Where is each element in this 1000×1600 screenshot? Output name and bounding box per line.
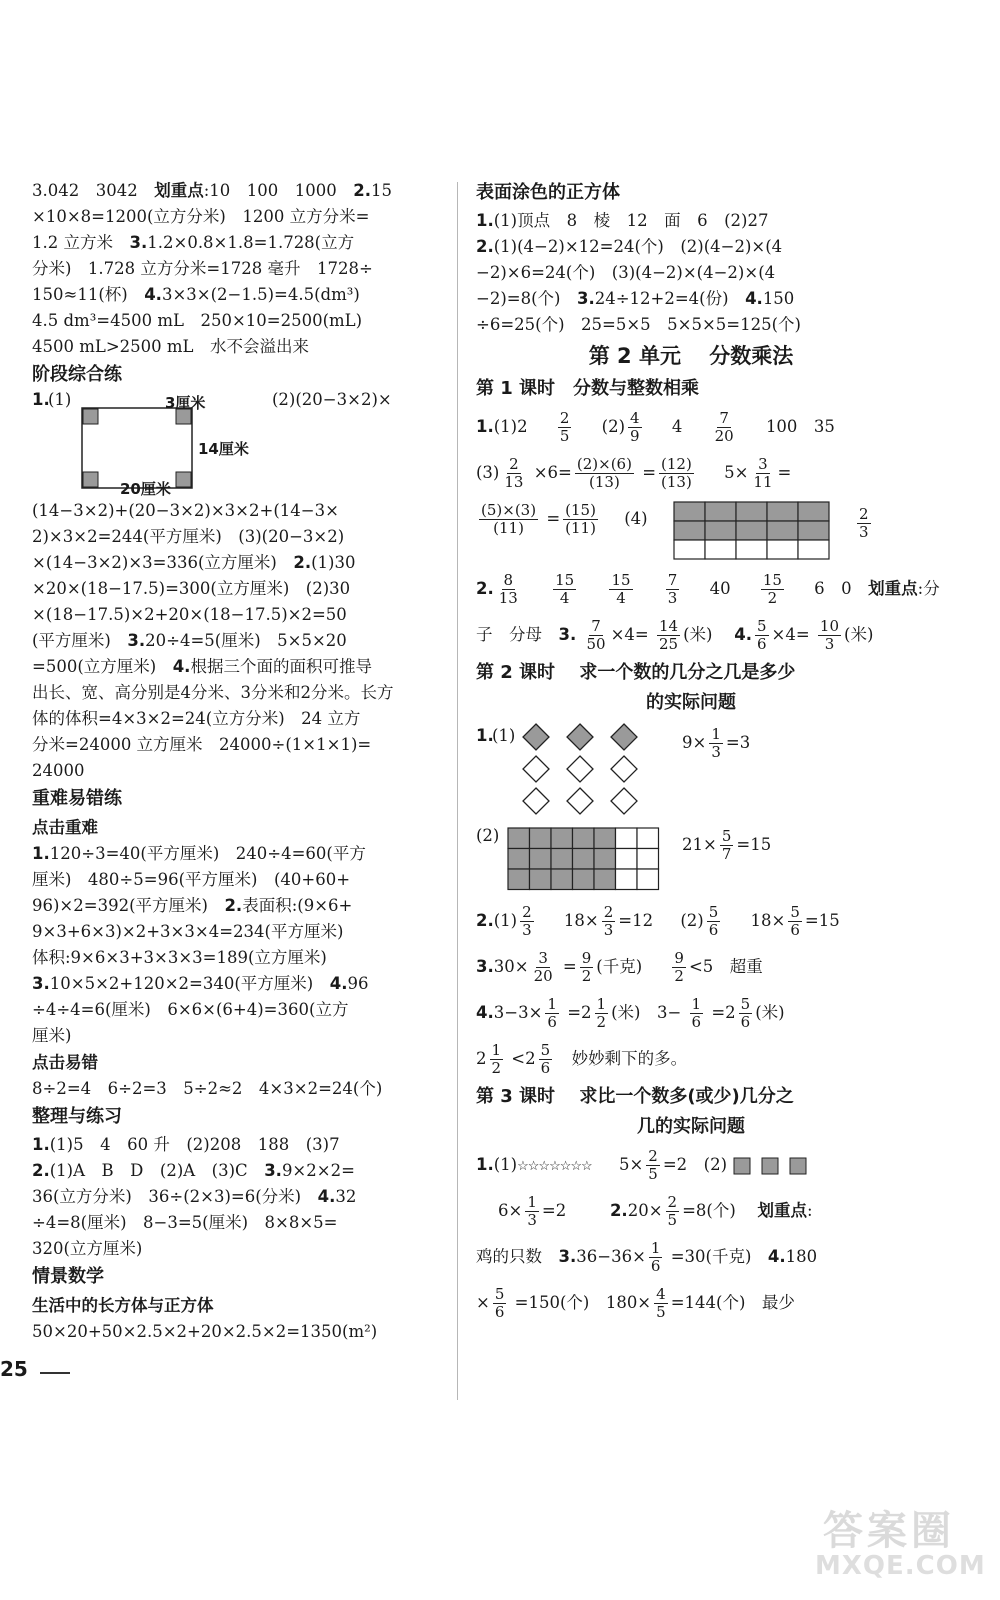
grid-cell — [508, 869, 530, 890]
figure-label-top: 3厘米 — [165, 394, 206, 412]
fraction: $\frac{(2)\times(6)}{(13)}$ — [576, 455, 632, 491]
fraction: $\frac{5}{6}$ — [708, 903, 719, 939]
sub-heading-life: 生活中的长方体与正方体 — [32, 1296, 214, 1315]
lesson-heading-3-cont: 几的实际问题 — [637, 1116, 745, 1137]
fraction: $\frac{14}{25}$ — [659, 617, 679, 653]
fraction: $\frac{7}{3}$ — [667, 571, 678, 607]
fraction: $\frac{2}{5}$ — [648, 1147, 658, 1183]
fraction: $\frac{4}{9}$ — [630, 409, 640, 445]
diamond-shape — [567, 724, 593, 750]
grid-cell — [674, 521, 705, 540]
grid-cell — [637, 828, 659, 849]
diamond-shape — [611, 724, 637, 750]
grid-cell — [573, 869, 595, 890]
fraction: $\frac{1}{6}$ — [650, 1239, 661, 1275]
page-number-rule — [40, 1372, 70, 1374]
grid-cell — [616, 849, 638, 870]
text-line: −2)×6=24(个) (3)(4−2)×(4−2)×(4 — [476, 263, 776, 282]
fraction: $\frac{3}{11}$ — [753, 455, 773, 491]
grid-cell — [736, 521, 767, 540]
sub-heading-errors: 点击易错 — [32, 1053, 98, 1072]
fraction: $\frac{1}{3}$ — [527, 1193, 537, 1229]
fraction: $\frac{2}{3}$ — [522, 903, 532, 939]
grid-cell — [508, 849, 530, 870]
star-row-icon: ☆☆☆☆☆☆☆ — [517, 1159, 592, 1174]
text-line: 96)×2=392(平方厘米) 2.表面积:(9×6+ — [32, 896, 353, 915]
text-line: 出长、宽、高分别是4分米、3分米和2分米。长方 — [32, 683, 394, 702]
text-line: =500(立方厘米) 4.根据三个面的面积可推导 — [32, 657, 372, 676]
grid-cell — [573, 828, 595, 849]
grid-cell — [573, 849, 595, 870]
grid-cell — [508, 828, 530, 849]
grid-cell — [736, 540, 767, 559]
grid-cell — [551, 849, 573, 870]
fraction: $\frac{15}{2}$ — [762, 571, 782, 607]
fraction: $\frac{1}{3}$ — [711, 725, 721, 761]
shaded-square-row — [732, 1156, 810, 1176]
grid-cell — [798, 540, 829, 559]
corner-square — [83, 409, 98, 424]
shaded-grid-3x5 — [672, 500, 834, 562]
rectangle-figure-block — [32, 390, 444, 498]
text-line: 厘米) 480÷5=96(平方厘米) (40+60+ — [32, 870, 351, 889]
watermark-logo — [815, 1495, 985, 1590]
diamond-shape — [523, 724, 549, 750]
text-line: ×10×8=1200(立方分米) 1200 立方分米= — [32, 207, 370, 226]
watermark-text-bottom: MXQE.COM — [815, 1551, 986, 1581]
question-number: 1. — [32, 390, 50, 409]
lesson-heading-2: 第 2 课时 求一个数的几分之几是多少 — [476, 662, 796, 683]
text-line: ×20×(18−17.5)=300(立方厘米) (2)30 — [32, 579, 351, 598]
grid-cell — [767, 502, 798, 521]
fraction: $\frac{5}{6}$ — [540, 1041, 551, 1077]
lesson-heading-3: 第 3 课时 求比一个数多(或少)几分之 — [476, 1086, 794, 1107]
grid-cell — [674, 502, 705, 521]
text-line: 1.(1)5 4 60 升 (2)208 188 (3)7 — [32, 1135, 340, 1154]
grid-cell — [551, 869, 573, 890]
grid-cell — [767, 540, 798, 559]
page-number: 25 — [0, 1357, 28, 1381]
fraction: $\frac{8}{13}$ — [498, 571, 518, 607]
diamond-shape — [523, 756, 549, 782]
formula-line: 2.(1) $\frac{2}{3}$ 18× $\frac{2}{3}$ =12 (2) $\frac{5}{6}$ 18× $\frac{5}{6}$ =15 — [476, 903, 840, 939]
text-line: 体的体积=4×3×2=24(立方分米) 24 立方 — [32, 709, 361, 728]
section-heading-review: 整理与练习 — [32, 1106, 122, 1127]
sub-question-label: (1) — [48, 390, 72, 409]
text-line: (14−3×2)+(20−3×2)×3×2+(14−3× — [32, 501, 339, 520]
grid-cell — [616, 869, 638, 890]
grid-cell — [767, 521, 798, 540]
formula-line: 2. $\frac{8}{13}$ $\frac{15}{4}$ $\frac{15}{4}$ $\frac{7}{3}$ 40 $\frac{15}{2}$ 6 0 划重点:分 — [476, 571, 940, 607]
grid-cell — [616, 828, 638, 849]
text-line: (平方厘米) 3.20÷4=5(厘米) 5×5×20 — [32, 631, 347, 650]
text-line: 分米) 1.728 立方分米=1728 毫升 1728÷ — [32, 259, 373, 278]
formula-line: $\frac{(5)\times(3)}{(11)}$ = $\frac{(15)}{(11)}$ (4) 2 3 — [476, 496, 906, 566]
text-line: 3.042 3042 划重点:10 100 1000 2.15 — [32, 181, 393, 200]
text-line: 36(立方分米) 36÷(2×3)=6(分米) 4.32 — [32, 1187, 357, 1206]
grid-cell — [594, 849, 616, 870]
fraction: $\frac{1}{6}$ — [691, 995, 702, 1031]
text-line: ÷4÷4=6(厘米) 6×6×(6+4)=360(立方 — [32, 1000, 349, 1019]
formula-line: 1.(1)☆☆☆☆☆☆☆ 5× $\frac{2}{5}$ =2 (2) — [476, 1142, 906, 1188]
formula-line: 2 $\frac{1}{2}$ <2 $\frac{5}{6}$ 妙妙剩下的多。 — [476, 1041, 688, 1077]
fraction: 2 3 — [859, 505, 869, 541]
shaded-square — [734, 1158, 750, 1174]
section-heading-painted-cube: 表面涂色的正方体 — [476, 182, 620, 203]
grid-cell — [705, 540, 736, 559]
figure-label-bottom: 20厘米 — [120, 480, 171, 498]
fraction: $\frac{2}{13}$ — [504, 455, 524, 491]
watermark-text-top: 答案圈 — [823, 1508, 955, 1554]
formula-line: 1.(1)2 $\frac{2}{5}$ (2) $\frac{4}{9}$ 4 $\frac{7}{20}$ 100 35 — [476, 409, 835, 445]
fraction: $\frac{15}{4}$ — [555, 571, 575, 607]
text-line: 厘米) — [32, 1026, 72, 1045]
text-line: 9×3+6×3)×2+3×3×4=234(平方厘米) — [32, 922, 344, 941]
text-line: 2.(1)A B D (2)A (3)C 3.9×2×2= — [32, 1161, 355, 1180]
formula-line: × $\frac{5}{6}$ =150(个) 180× $\frac{4}{5}$ =144(个) 最少 — [476, 1285, 795, 1321]
grid-cell — [798, 502, 829, 521]
grid-cell — [674, 540, 705, 559]
section-heading-stage: 阶段综合练 — [32, 364, 122, 385]
diamond-shape — [523, 788, 549, 814]
diamond-shape — [567, 756, 593, 782]
figure-label-right: 14厘米 — [198, 440, 249, 458]
fraction: $\frac{3}{20}$ — [533, 949, 553, 985]
grid-cell — [705, 502, 736, 521]
fraction: $\frac{10}{3}$ — [819, 617, 840, 653]
grid-figure-block: (2) 21× $\frac{5}{7}$ =15 — [476, 822, 906, 898]
lesson-heading-2-cont: 的实际问题 — [646, 692, 736, 713]
formula-line: 6× $\frac{1}{3}$ =2 2.20× $\frac{2}{5}$ =8(个) 划重点: — [498, 1193, 813, 1229]
shaded-square — [790, 1158, 806, 1174]
fraction: $\frac{7}{50}$ — [586, 617, 606, 653]
formula-line: (3) $\frac{2}{13}$ ×6= $\frac{(2)\times(6)}{(13)}$ = $\frac{(12)}{(13)}$ 5× $\frac{3}{11}$ = — [476, 455, 792, 491]
fraction: $\frac{4}{5}$ — [656, 1285, 666, 1321]
text-fragment: (2)(20−3×2)× — [272, 390, 392, 409]
sub-heading-key: 点击重难 — [32, 818, 98, 837]
section-heading-scene: 情景数学 — [32, 1266, 104, 1287]
text-line: ÷4=8(厘米) 8−3=5(厘米) 8×8×5= — [32, 1213, 338, 1232]
section-heading-hard: 重难易错练 — [32, 788, 122, 809]
corner-square — [83, 472, 98, 487]
grid-cell — [530, 828, 552, 849]
fraction: $\frac{15}{4}$ — [611, 571, 631, 607]
fraction: $\frac{1}{2}$ — [596, 995, 607, 1031]
diamond-array — [520, 722, 650, 818]
grid-cell — [594, 828, 616, 849]
fraction: $\frac{5}{6}$ — [494, 1285, 505, 1321]
text-line: ÷6=25(个) 25=5×5 5×5×5=125(个) — [476, 315, 801, 334]
fraction: $\frac{2}{5}$ — [667, 1193, 678, 1229]
text-line: 320(立方厘米) — [32, 1239, 143, 1258]
fraction: $\frac{1}{2}$ — [491, 1041, 502, 1077]
text-line: 1.(1)顶点 8 棱 12 面 6 (2)27 — [476, 211, 769, 230]
text-line: 分米=24000 立方厘米 24000÷(1×1×1)= — [32, 735, 372, 754]
grid-cell — [798, 521, 829, 540]
text-line: 24000 — [32, 761, 85, 780]
text-line: 150≈11(杯) 4.3×3×(2−1.5)=4.5(dm³) — [32, 285, 360, 304]
grid-cell — [594, 869, 616, 890]
right-column — [476, 178, 940, 1326]
grid-cell — [637, 849, 659, 870]
fraction: $\frac{2}{3}$ — [603, 903, 614, 939]
fraction: $\frac{9}{2}$ — [674, 949, 684, 985]
fraction: $\frac{(12)}{(13)}$ — [661, 455, 692, 491]
text-line: 2.(1)(4−2)×12=24(个) (2)(4−2)×(4 — [476, 237, 783, 256]
grid-cell — [530, 849, 552, 870]
fraction: $\frac{(15)}{(11)}$ — [565, 501, 596, 537]
diamond-figure-block: 1. (1) 9× $\frac{1}{3}$ =3 — [476, 718, 906, 822]
corner-square — [176, 472, 191, 487]
left-column — [32, 178, 444, 1345]
fraction: $\frac{2}{5}$ — [559, 409, 570, 445]
diamond-shape — [611, 788, 637, 814]
fraction: $\frac{5}{7}$ — [721, 827, 732, 863]
text-line: 2)×3×2=244(平方厘米) (3)(20−3×2) — [32, 527, 345, 546]
fraction: $\frac{5}{6}$ — [790, 903, 800, 939]
text-line: 4500 mL>2500 mL 水不会溢出来 — [32, 337, 310, 356]
shaded-grid-3x7 — [506, 826, 664, 892]
text-line: 8÷2=4 6÷2=3 5÷2≈2 4×3×2=24(个) — [32, 1079, 383, 1098]
text-line: 体积:9×6×3+3×3×3=189(立方厘米) — [32, 948, 327, 967]
fraction: $\frac{9}{2}$ — [581, 949, 592, 985]
diamond-shape — [567, 788, 593, 814]
text-line: 4.5 dm³=4500 mL 250×10=2500(mL) — [32, 311, 363, 330]
text-line: −2)=8(个) 3.24÷12+2=4(份) 4.150 — [476, 289, 795, 308]
fraction: $\frac{1}{6}$ — [547, 995, 557, 1031]
column-divider — [457, 182, 458, 1400]
formula-line: 子 分母 3. $\frac{7}{50}$ ×4= $\frac{14}{25}$ (米) 4. $\frac{5}{6}$ ×4= $\frac{10}{3}$ (米) — [476, 617, 874, 653]
fraction: $\frac{(5)\times(3)}{(11)}$ — [481, 501, 537, 537]
text-line: ×(14−3×2)×3=336(立方厘米) 2.(1)30 — [32, 553, 356, 572]
formula-line: 鸡的只数 3.36−36× $\frac{1}{6}$ =30(千克) 4.180 — [476, 1239, 818, 1275]
shaded-square — [762, 1158, 778, 1174]
lesson-heading-1: 第 1 课时 分数与整数相乘 — [476, 378, 700, 399]
grid-cell — [736, 502, 767, 521]
fraction: $\frac{5}{6}$ — [756, 617, 767, 653]
grid-cell — [530, 869, 552, 890]
grid-cell — [637, 869, 659, 890]
text-line: 1.120÷3=40(平方厘米) 240÷4=60(平方 — [32, 844, 366, 863]
text-line: 1.2 立方米 3.1.2×0.8×1.8=1.728(立方 — [32, 233, 355, 252]
formula-line: 4.3−3× $\frac{1}{6}$ =2 $\frac{1}{2}$ (米) 3− $\frac{1}{6}$ =2 $\frac{5}{6}$ (米) — [476, 995, 785, 1031]
text-line: 50×20+50×2.5×2+20×2.5×2=1350(m²) — [32, 1322, 378, 1341]
formula-line: 3.30× $\frac{3}{20}$ = $\frac{9}{2}$ (千克) $\frac{9}{2}$ <5 超重 — [476, 949, 763, 985]
text-line: 3.10×5×2+120×2=340(平方厘米) 4.96 — [32, 974, 369, 993]
grid-cell — [705, 521, 736, 540]
grid-cell — [551, 828, 573, 849]
fraction: $\frac{7}{20}$ — [714, 409, 734, 445]
unit-heading: 第 2 单元 分数乘法 — [588, 344, 794, 368]
fraction: $\frac{5}{6}$ — [740, 995, 751, 1031]
diamond-shape — [611, 756, 637, 782]
text-line: ×(18−17.5)×2+20×(18−17.5)×2=50 — [32, 605, 347, 624]
